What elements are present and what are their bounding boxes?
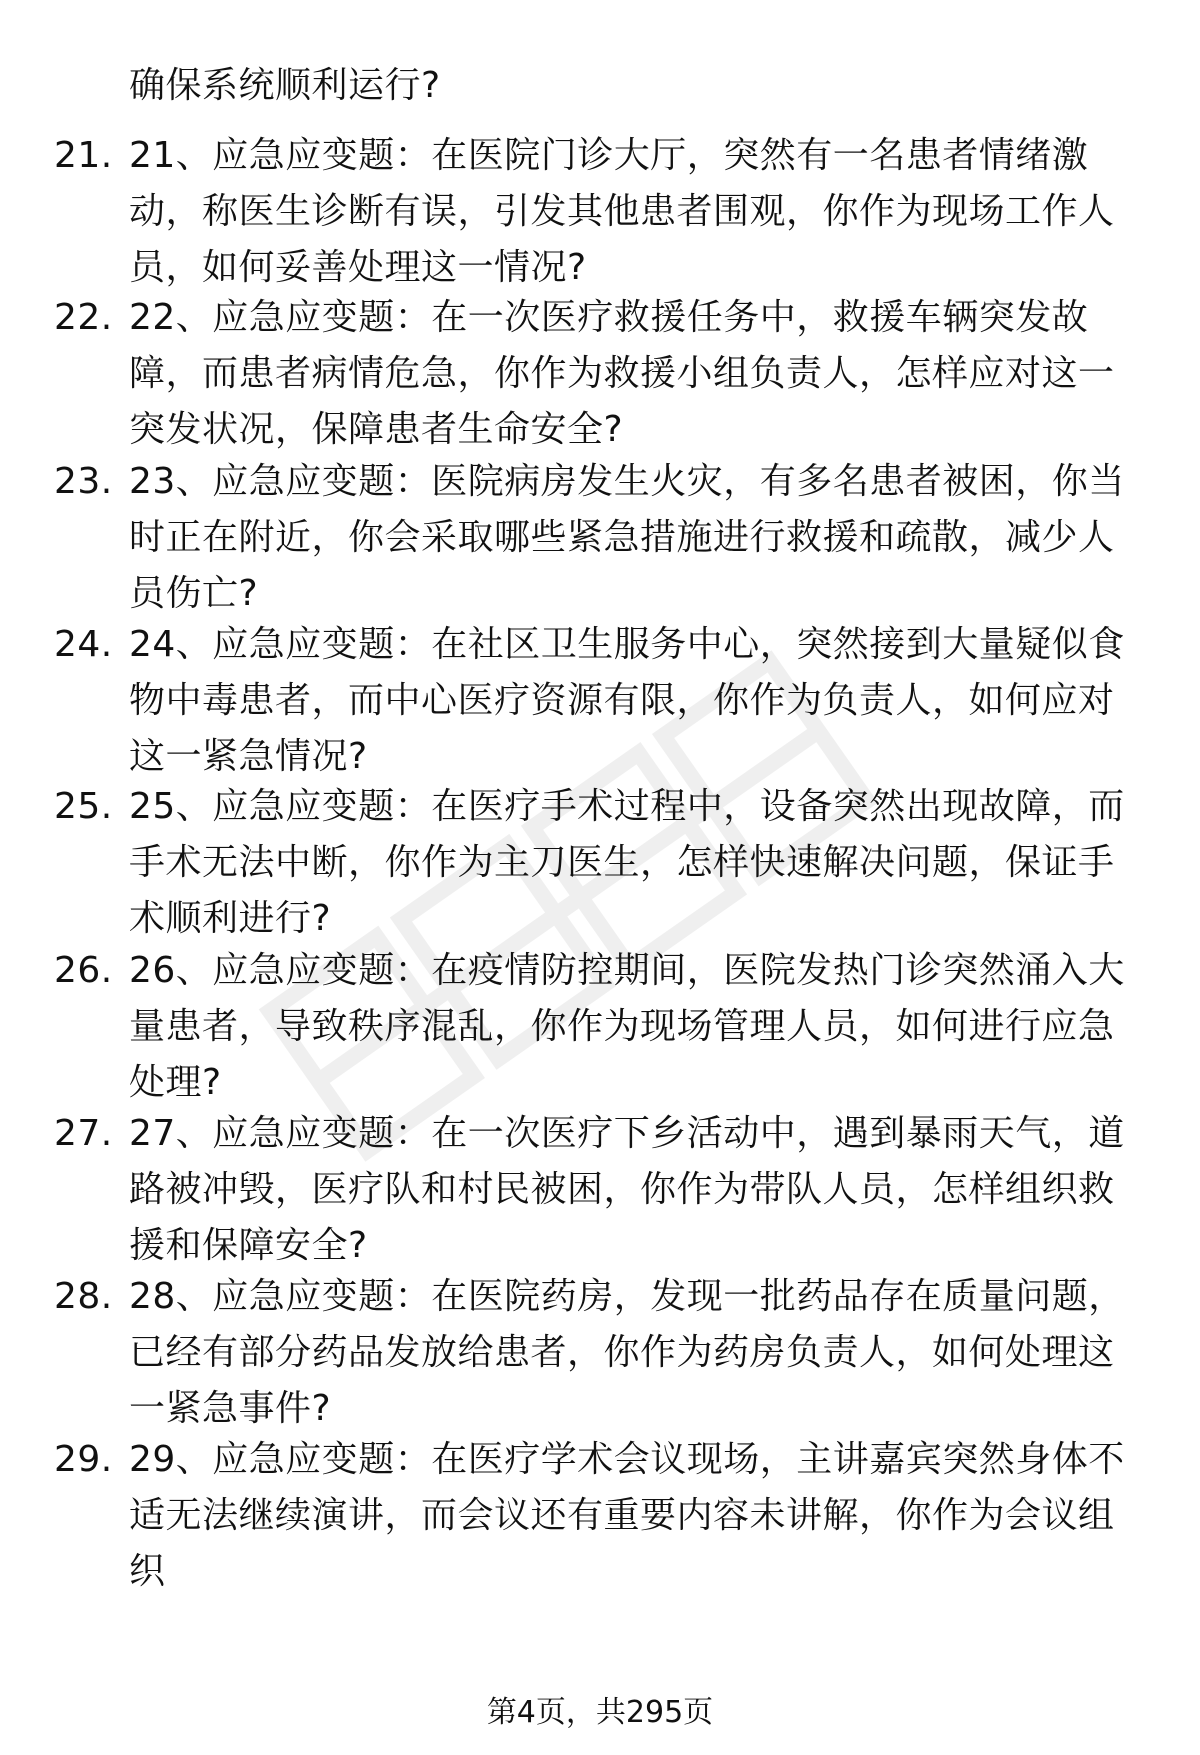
question-number: 28.: [54, 1276, 113, 1317]
question-text: 28、应急应变题：在医院药房，发现一批药品存在质量问题，已经有部分药品发放给患者，你作为药房负责人，如何处理这一紧急事件?: [129, 1276, 1125, 1429]
question-number: 27.: [54, 1113, 113, 1154]
question-text: 23、应急应变题：医院病房发生火灾，有多名患者被困，你当时正在附近，你会采取哪些紧急措施进行救援和疏散，减少人员伤亡?: [129, 461, 1125, 614]
question-number: 26.: [54, 950, 113, 991]
question-text: 29、应急应变题：在医疗学术会议现场，主讲嘉宾突然身体不适无法继续演讲，而会议还有重要内容未讲解，你作为会议组织: [129, 1439, 1125, 1592]
page-footer: 第4页，共295页: [486, 1695, 714, 1730]
question-text: 26、应急应变题：在疫情防控期间，医院发热门诊突然涌入大量患者，导致秩序混乱，你作为现场管理人员，如何进行应急处理?: [129, 950, 1125, 1103]
question-number: 25.: [54, 786, 113, 827]
lead-line: 确保系统顺利运行?: [129, 65, 441, 106]
question-number: 24.: [54, 624, 113, 665]
question-number: 23.: [54, 461, 113, 502]
question-text: 24、应急应变题：在社区卫生服务中心，突然接到大量疑似食物中毒患者，而中心医疗资源有限，你作为负责人，如何应对这一紧急情况?: [129, 624, 1125, 777]
question-number: 29.: [54, 1439, 113, 1480]
question-text: 22、应急应变题：在一次医疗救援任务中，救援车辆突发故障，而患者病情危急，你作为救援小组负责人，怎样应对这一突发状况，保障患者生命安全?: [129, 297, 1115, 450]
question-number: 21.: [54, 135, 113, 176]
question-number: 22.: [54, 297, 113, 338]
question-text: 27、应急应变题：在一次医疗下乡活动中，遇到暴雨天气，道路被冲毁，医疗队和村民被困，你作为带队人员，怎样组织救援和保障安全?: [129, 1113, 1125, 1266]
question-text: 21、应急应变题：在医院门诊大厅，突然有一名患者情绪激动，称医生诊断有误，引发其他患者围观，你作为现场工作人员，如何妥善处理这一情况?: [129, 135, 1115, 288]
question-text: 25、应急应变题：在医疗手术过程中，设备突然出现故障，而手术无法中断，你作为主刀医生，怎样快速解决问题，保证手术顺利进行?: [129, 786, 1125, 939]
